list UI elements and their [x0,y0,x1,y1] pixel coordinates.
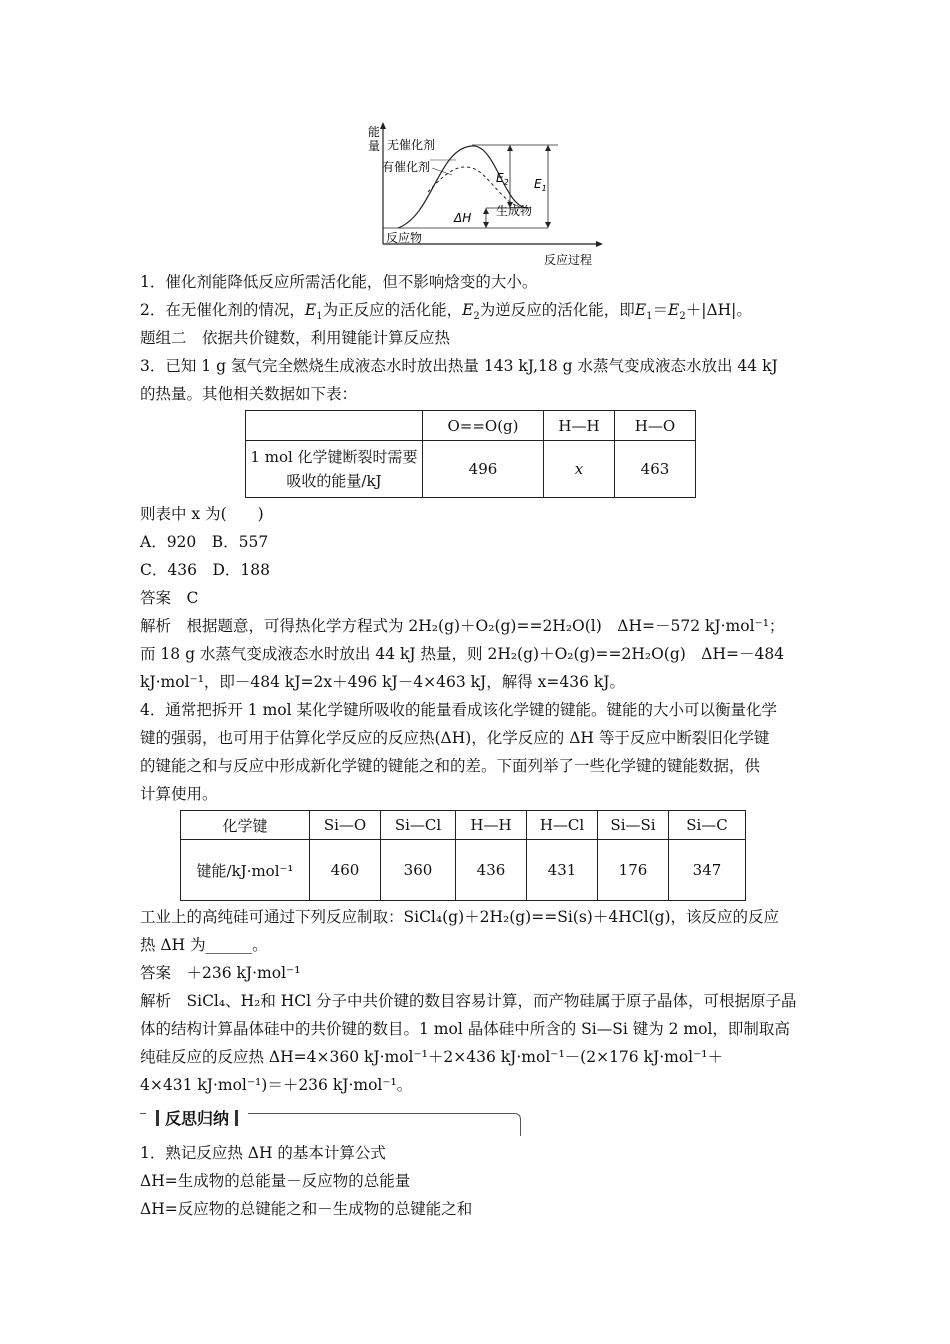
table-bond-energy-2 [180,810,746,901]
table-row [181,840,746,901]
table-cell: H—H [544,411,615,441]
table-row [181,811,746,840]
explanation-4-line-1: 解析 SiCl₄、H₂和 HCl 分子中共价键的数目容易计算，而产物硅属于原子晶体，可根据原子晶 [140,992,797,1010]
label-dh: ΔH [454,211,472,225]
x-axis-arrow [596,241,603,247]
curve-catalyst [428,167,523,208]
question-3-line-2: 的热量。其他相关数据如下表： [140,385,358,403]
table-cell: O==O(g) [423,411,544,441]
question-4-line-2: 键的强弱，也可用于估算化学反应的反应热(ΔH)，化学反应的 ΔH 等于反应中断裂旧化学键 [140,729,770,747]
label-no-catalyst: 无催化剂 [387,138,436,152]
table-cell: 347 [669,840,746,901]
label-e2: $E_2$ [496,171,509,187]
question-3-line-1: 3．已知 1 g 氢气完全燃烧生成液态水时放出热量 143 kJ,18 g 水蒸气变成液态水放出 44 kJ [140,357,778,375]
answer-4: 答案 ＋236 kJ·mol⁻¹ [140,964,301,982]
table-cell [246,411,423,441]
summary-line-2: ΔH=生成物的总能量－反应物的总能量 [140,1172,411,1190]
table-row [246,441,696,498]
section-title: 反思归纳 [146,1106,248,1129]
label-product: 生成物 [496,204,533,218]
question-4-line-4: 计算使用。 [140,785,218,803]
note-1: 1．催化剂能降低反应所需活化能，但不影响焓变的大小。 [140,273,538,291]
page-content [140,120,820,1223]
label-catalyst: 有催化剂 [382,160,431,174]
summary-line-1: 1．熟记反应热 ΔH 的基本计算公式 [140,1144,386,1162]
label-e1: $E_1$ [534,177,547,193]
table-cell: 436 [456,840,527,901]
explanation-3-line-2: 而 18 g 水蒸气变成液态水时放出 44 kJ 热量，则 2H₂(g)＋O₂(g)==2H₂O(g) ΔH=－484 [140,645,785,663]
table-cell: H—O [615,411,696,441]
explanation-4-line-2: 体的结构计算晶体硅中的共价键的数目。1 mol 晶体硅中所含的 Si—Si 键为 2 mol，即制取高 [140,1020,790,1038]
table-cell: 463 [615,441,696,498]
question-4-line-5: 工业上的高纯硅可通过下列反应制取：SiCl₄(g)＋2H₂(g)==Si(s)＋4HCl(g)，该反应的反应 [140,908,780,926]
question-4-line-1: 4．通常把拆开 1 mol 某化学键所吸收的能量看成该化学键的键能。键能的大小可以衡量化学 [140,701,777,719]
question-3-ask: 则表中 x 为( ) [140,505,264,523]
group-title: 题组二 依据共价键数，利用键能计算反应热 [140,329,451,347]
table-cell: Si—Si [598,811,669,840]
table-row [246,411,696,441]
table-cell: H—Cl [527,811,598,840]
y-axis-arrow [380,122,386,129]
summary-line-3: ΔH=反应物的总键能之和－生成物的总键能之和 [140,1200,473,1218]
table-cell: 1 mol 化学键断裂时需要吸收的能量/kJ [246,441,423,498]
explanation-4-line-3: 纯硅反应的反应热 ΔH=4×360 kJ·mol⁻¹＋2×436 kJ·mol⁻¹－(2×176 kJ·mol⁻¹＋ [140,1048,723,1066]
table-cell: 431 [527,840,598,901]
table-cell: 496 [423,441,544,498]
table-cell: Si—C [669,811,746,840]
table-cell: 键能/kJ·mol⁻¹ [181,840,310,901]
table-bond-energy-1 [245,410,696,498]
table-cell: H—H [456,811,527,840]
energy-diagram [140,120,820,268]
question-4-line-3: 的键能之和与反应中形成新化学键的键能之和的差。下面列举了一些化学键的键能数据，供 [140,757,761,775]
table-cell: Si—O [310,811,381,840]
y-axis-label-2: 量 [368,139,381,153]
table-cell: 360 [381,840,456,901]
explanation-4-line-4: 4×431 kJ·mol⁻¹)＝＋236 kJ·mol⁻¹。 [140,1076,413,1094]
question-4-line-6: 热 ΔH 为______。 [140,936,268,954]
table-cell: 176 [598,840,669,901]
y-axis-label-1: 能 [368,125,381,139]
x-axis-label: 反应过程 [544,253,593,267]
table-cell: 460 [310,840,381,901]
note-2: 2．在无催化剂的情况，$E_1$为正反应的活化能，$E_2$为逆反应的活化能，即$E_1=E_2+|\Delta H|$。 [140,301,752,323]
table-cell: x [544,441,615,498]
energy-diagram-svg [368,120,608,268]
explanation-3-line-1: 解析 根据题意，可得热化学方程式为 2H₂(g)＋O₂(g)==2H₂O(l) ΔH=－572 kJ·mol⁻¹； [140,617,785,635]
table-cell: Si—Cl [381,811,456,840]
options-cd: C．436 D．188 [140,561,270,579]
explanation-3-line-3: kJ·mol⁻¹，即－484 kJ=2x＋496 kJ－4×463 kJ，解得 x=436 kJ。 [140,673,625,691]
label-reactant: 反应物 [386,231,423,245]
section-header [140,1105,820,1139]
answer-3: 答案 C [140,589,199,607]
options-ab: A．920 B．557 [140,533,269,551]
table-cell: 化学键 [181,811,310,840]
